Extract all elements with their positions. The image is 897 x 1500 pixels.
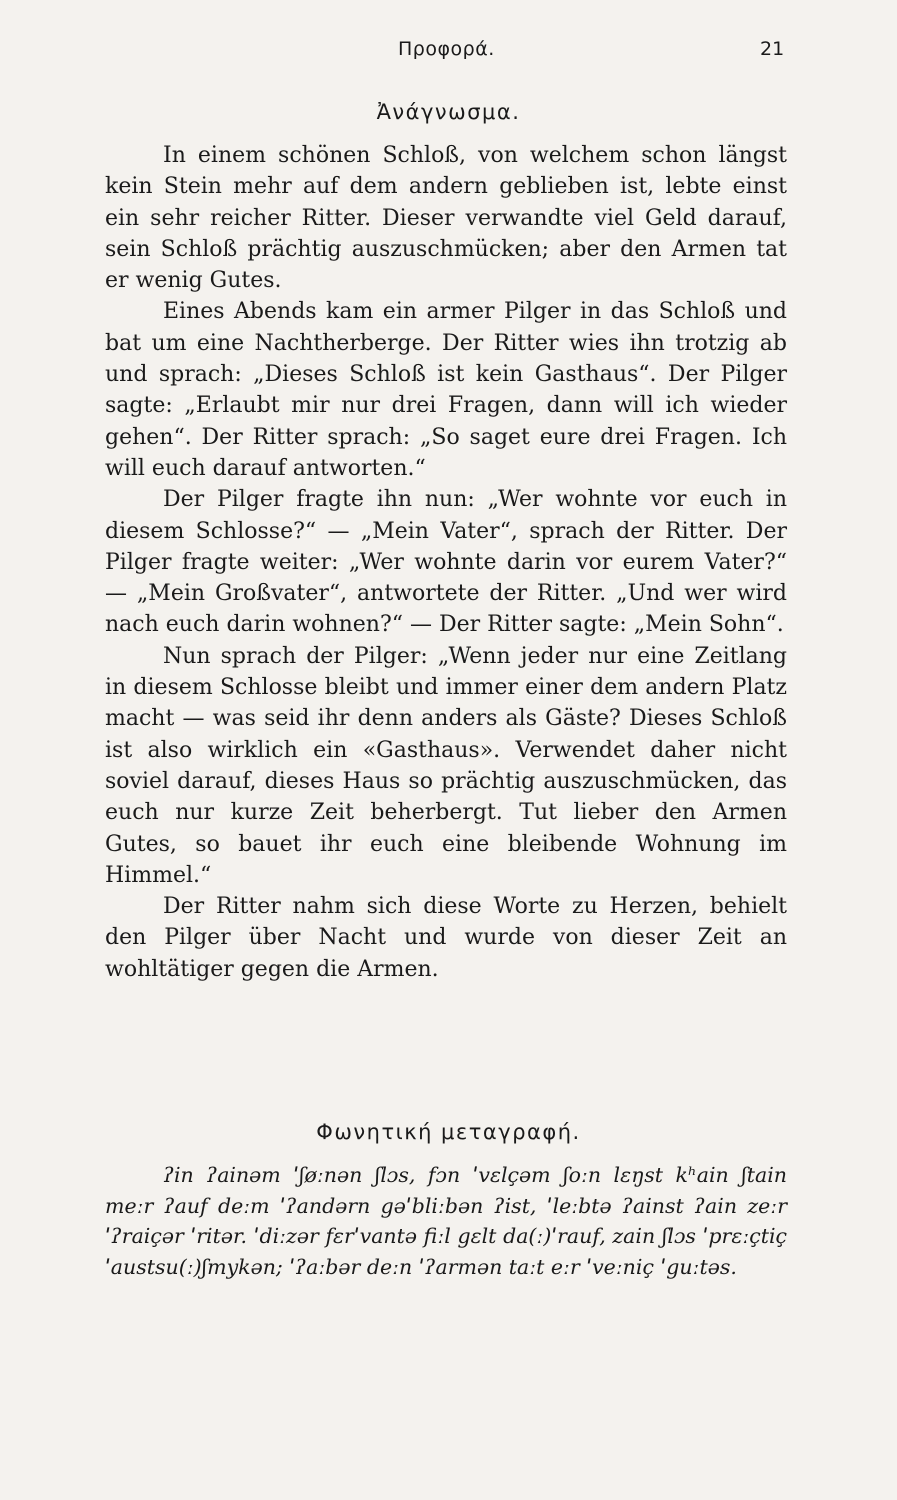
running-head-title: Προφορά. [398, 38, 495, 60]
page-number: 21 [760, 38, 785, 60]
reading-heading: Ἀνάγνωσμα. [376, 100, 521, 124]
running-head [0, 38, 897, 68]
paragraph: Der Pilger fragte ihn nun: „Wer wohnte vor euch in diesem Schlosse?“ — „Mein Vater“, sprach der Ritter. Der Pilger fragte weiter: „Wer wohnte darin vor eurem Vater?“ — „Mein Großvater“, antwortete der Ritter. „Und wer wird nach euch darin wohnen?“ — Der Ritter sagte: „Mein Sohn“. [105, 487, 787, 638]
phonetic-transcription [105, 1160, 787, 1282]
paragraph: Eines Abends kam ein armer Pilger in das Schloß und bat um eine Nachtherberge. Der Ritter wies ihn trotzig ab und sprach: „Dieses Schloß ist kein Gasthaus“. Der Pilger sagte: „Erlaubt mir nur drei Fragen, dann will ich wieder gehen“. Der Ritter sprach: „So saget eure drei Fragen. Ich will euch darauf antworten.“ [105, 299, 787, 481]
phonetic-paragraph: ʔin ʔainəm ˈʃøːnən ʃlɔs, fɔn ˈvɛlçəm ʃoːn lɛŋst kʰain ʃtain meːr ʔauf deːm ˈʔandərn gəˈbliːbən ʔist, ˈleːbtə ʔainst ʔain zeːr ˈʔraiçər ˈritər. ˈdiːzər fɛrˈvantə fiːl gɛlt da(ː)ˈrauf, zain ʃlɔs ˈprɛːçtiç ˈaustsu(ː)ʃmykən; ˈʔaːbər deːn ˈʔarmən taːt eːr ˈveːniç ˈguːtəs. [105, 1163, 787, 1279]
reading-text [105, 140, 787, 985]
paragraph: Der Ritter nahm sich diese Worte zu Herzen, behielt den Pilger über Nacht und wurde von dieser Zeit an wohltätiger gegen die Armen. [105, 894, 787, 982]
paragraph: In einem schönen Schloß, von welchem schon längst kein Stein mehr auf dem andern geblieben ist, lebte einst ein sehr reicher Ritter. Dieser verwandte viel Geld darauf, sein Schloß prächtig auszuschmücken; aber den Armen tat er wenig Gutes. [105, 143, 787, 294]
transcription-heading: Φωνητική μεταγραφή. [316, 1120, 581, 1144]
paragraph: Nun sprach der Pilger: „Wenn jeder nur eine Zeitlang in diesem Schlosse bleibt und immer einer dem andern Platz macht — was seid ihr denn anders als Gäste? Dieses Schloß ist also wirklich ein «Gasthaus». Verwendet daher nicht soviel darauf, dieses Haus so prächtig auszuschmücken, das euch nur kurze Zeit beherbergt. Tut lieber den Armen Gutes, so bauet ihr euch eine bleibende Wohnung im Himmel.“ [105, 643, 787, 888]
